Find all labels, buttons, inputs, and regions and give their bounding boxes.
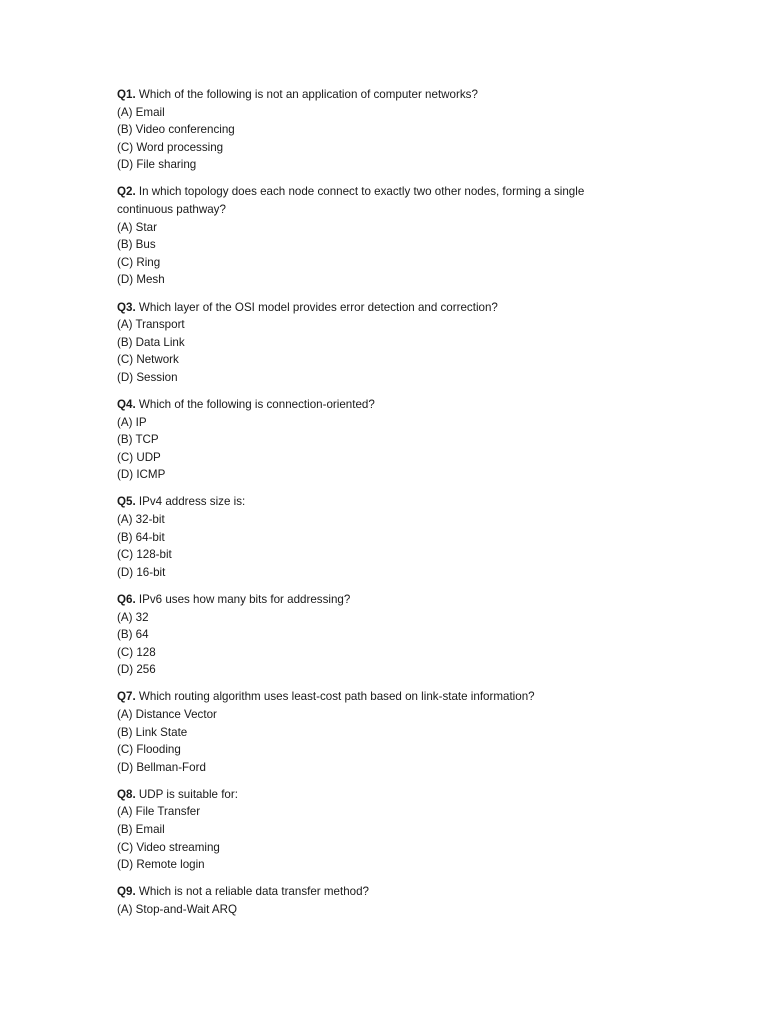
question-stem [117, 786, 717, 804]
question-4 [117, 396, 717, 484]
option-d: (D) 256 [117, 663, 156, 677]
question-stem [117, 591, 717, 609]
question-stem [117, 493, 717, 511]
option-d: (D) Session [117, 370, 178, 384]
question-number: Q2. [117, 185, 136, 199]
question-stem [117, 396, 717, 414]
question-text-line-1: In which topology does each node connect to exactly two other nodes, forming a single [138, 185, 585, 199]
option-b: (B) Bus [117, 238, 156, 252]
option-a: (A) 32 [117, 610, 149, 624]
option-b: (B) 64-bit [117, 530, 165, 544]
question-sheet [117, 86, 717, 928]
question-number: Q8. [117, 787, 136, 801]
option-a: (A) Distance Vector [117, 708, 217, 721]
question-7 [117, 688, 717, 776]
option-a: (A) 32-bit [117, 513, 165, 527]
question-text: Which layer of the OSI model provides error detection and correction? [138, 300, 498, 314]
option-b: (B) Email [117, 823, 165, 837]
option-b: (B) Data Link [117, 335, 185, 349]
option-c: (C) Network [117, 353, 179, 367]
question-9 [117, 883, 717, 918]
question-stem [117, 299, 717, 317]
question-text: IPv6 uses how many bits for addressing? [138, 592, 351, 606]
option-d: (D) Remote login [117, 858, 205, 872]
option-c: (C) Video streaming [117, 840, 220, 854]
question-text: Which routing algorithm uses least-cost path based on link-state information? [138, 690, 535, 704]
question-number: Q6. [117, 592, 136, 606]
option-d: (D) Bellman-Ford [117, 760, 206, 774]
question-text: Which is not a reliable data transfer method? [138, 885, 369, 899]
question-number: Q5. [117, 495, 136, 509]
option-a: (A) IP [117, 415, 147, 429]
option-c: (C) Word processing [117, 140, 224, 154]
option-a: (A) Email [117, 105, 165, 119]
question-text: UDP is suitable for: [138, 787, 238, 801]
option-a: (A) Transport [117, 318, 185, 332]
question-1 [117, 86, 717, 174]
question-6 [117, 591, 717, 679]
option-d: (D) Mesh [117, 273, 165, 287]
question-number: Q7. [117, 690, 136, 704]
option-a: (A) Stop-and-Wait ARQ [117, 902, 238, 916]
question-stem [117, 86, 717, 104]
question-number: Q3. [117, 300, 136, 314]
question-text-line-2: continuous pathway? [117, 203, 226, 217]
question-text: Which of the following is not an application of computer networks? [138, 88, 478, 101]
option-a: (A) Star [117, 220, 157, 234]
question-stem [117, 183, 717, 201]
question-number: Q1. [117, 88, 136, 101]
question-text: IPv4 address size is: [138, 495, 246, 509]
option-c: (C) 128-bit [117, 548, 172, 562]
question-text: Which of the following is connection-oriented? [138, 398, 375, 411]
option-c: (C) Ring [117, 255, 161, 269]
option-b: (B) TCP [117, 433, 159, 447]
question-5 [117, 493, 717, 581]
question-stem [117, 688, 717, 706]
question-number: Q4. [117, 398, 136, 411]
option-d: (D) ICMP [117, 468, 166, 482]
option-c: (C) 128 [117, 645, 156, 659]
question-stem [117, 883, 717, 901]
option-b: (B) 64 [117, 628, 149, 642]
option-d: (D) File sharing [117, 158, 197, 172]
question-number: Q9. [117, 885, 136, 899]
option-b: (B) Video conferencing [117, 123, 235, 137]
option-a: (A) File Transfer [117, 805, 201, 819]
option-c: (C) Flooding [117, 743, 181, 757]
option-c: (C) UDP [117, 450, 161, 464]
option-d: (D) 16-bit [117, 565, 166, 579]
question-2 [117, 183, 717, 289]
option-b: (B) Link State [117, 725, 188, 739]
question-8 [117, 786, 717, 874]
question-3 [117, 299, 717, 387]
